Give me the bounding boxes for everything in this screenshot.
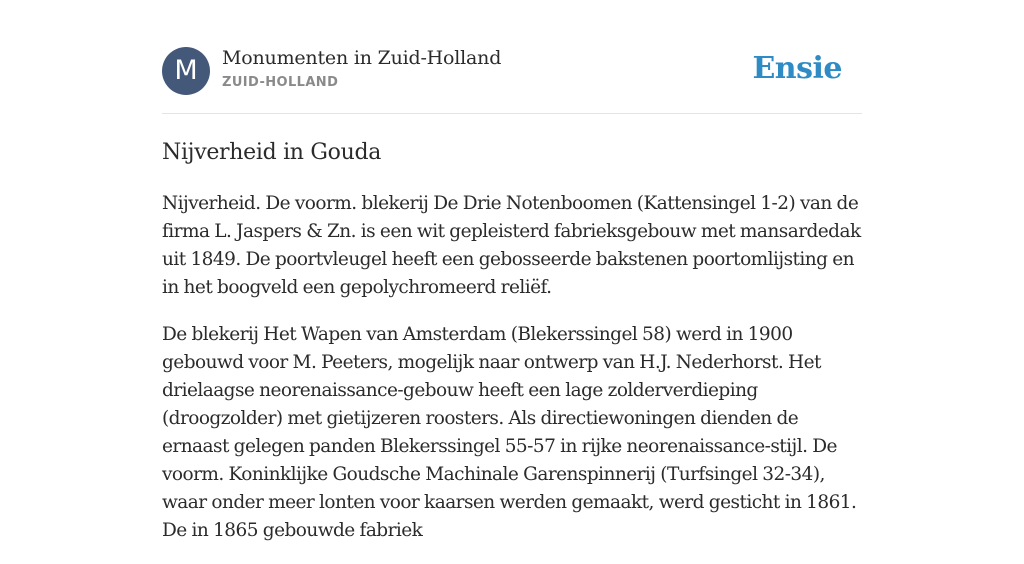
brand-logo[interactable]: Ensie [752, 51, 842, 86]
article-paragraph: De blekerij Het Wapen van Amsterdam (Blekerssingel 58) werd in 1900 gebouwd voor M. Peeters, mogelijk naar ontwerp van H.J. Nederhorst. Het drielaagse neorenaissance-gebouw heeft een lage zolderverdieping (droogzolder) met gietijzeren roosters. Als directiewoningen dienden de ernaast gelegen panden Blekerssingel 55-57 in rijke neorenaissance-stijl. De voorm. Koninklijke Goudsche Machinale Garenspinnerij (Turfsingel 32-34), waar onder meer lonten voor kaarsen werden gemaakt, werd gesticht in 1861. De in 1865 gebouwde fabriek [162, 324, 857, 541]
article-body [162, 190, 866, 564]
article-paragraph: Nijverheid. De voorm. blekerij De Drie Notenboomen (Kattensingel 1-2) van de firma L. Jaspers & Zn. is een wit gepleisterd fabrieksgebouw met mansardedak uit 1849. De poortvleugel heeft een gebosseerde bakstenen poortomlijsting en in het boogveld een gepolychromeerd reliëf. [162, 193, 861, 298]
avatar[interactable]: M [162, 47, 210, 95]
site-title[interactable]: Monumenten in Zuid-Holland [222, 47, 502, 69]
site-header [162, 47, 862, 95]
article-title: Nijverheid in Gouda [162, 140, 382, 165]
header-divider [162, 113, 862, 114]
site-subtitle[interactable]: ZUID-HOLLAND [222, 75, 339, 90]
